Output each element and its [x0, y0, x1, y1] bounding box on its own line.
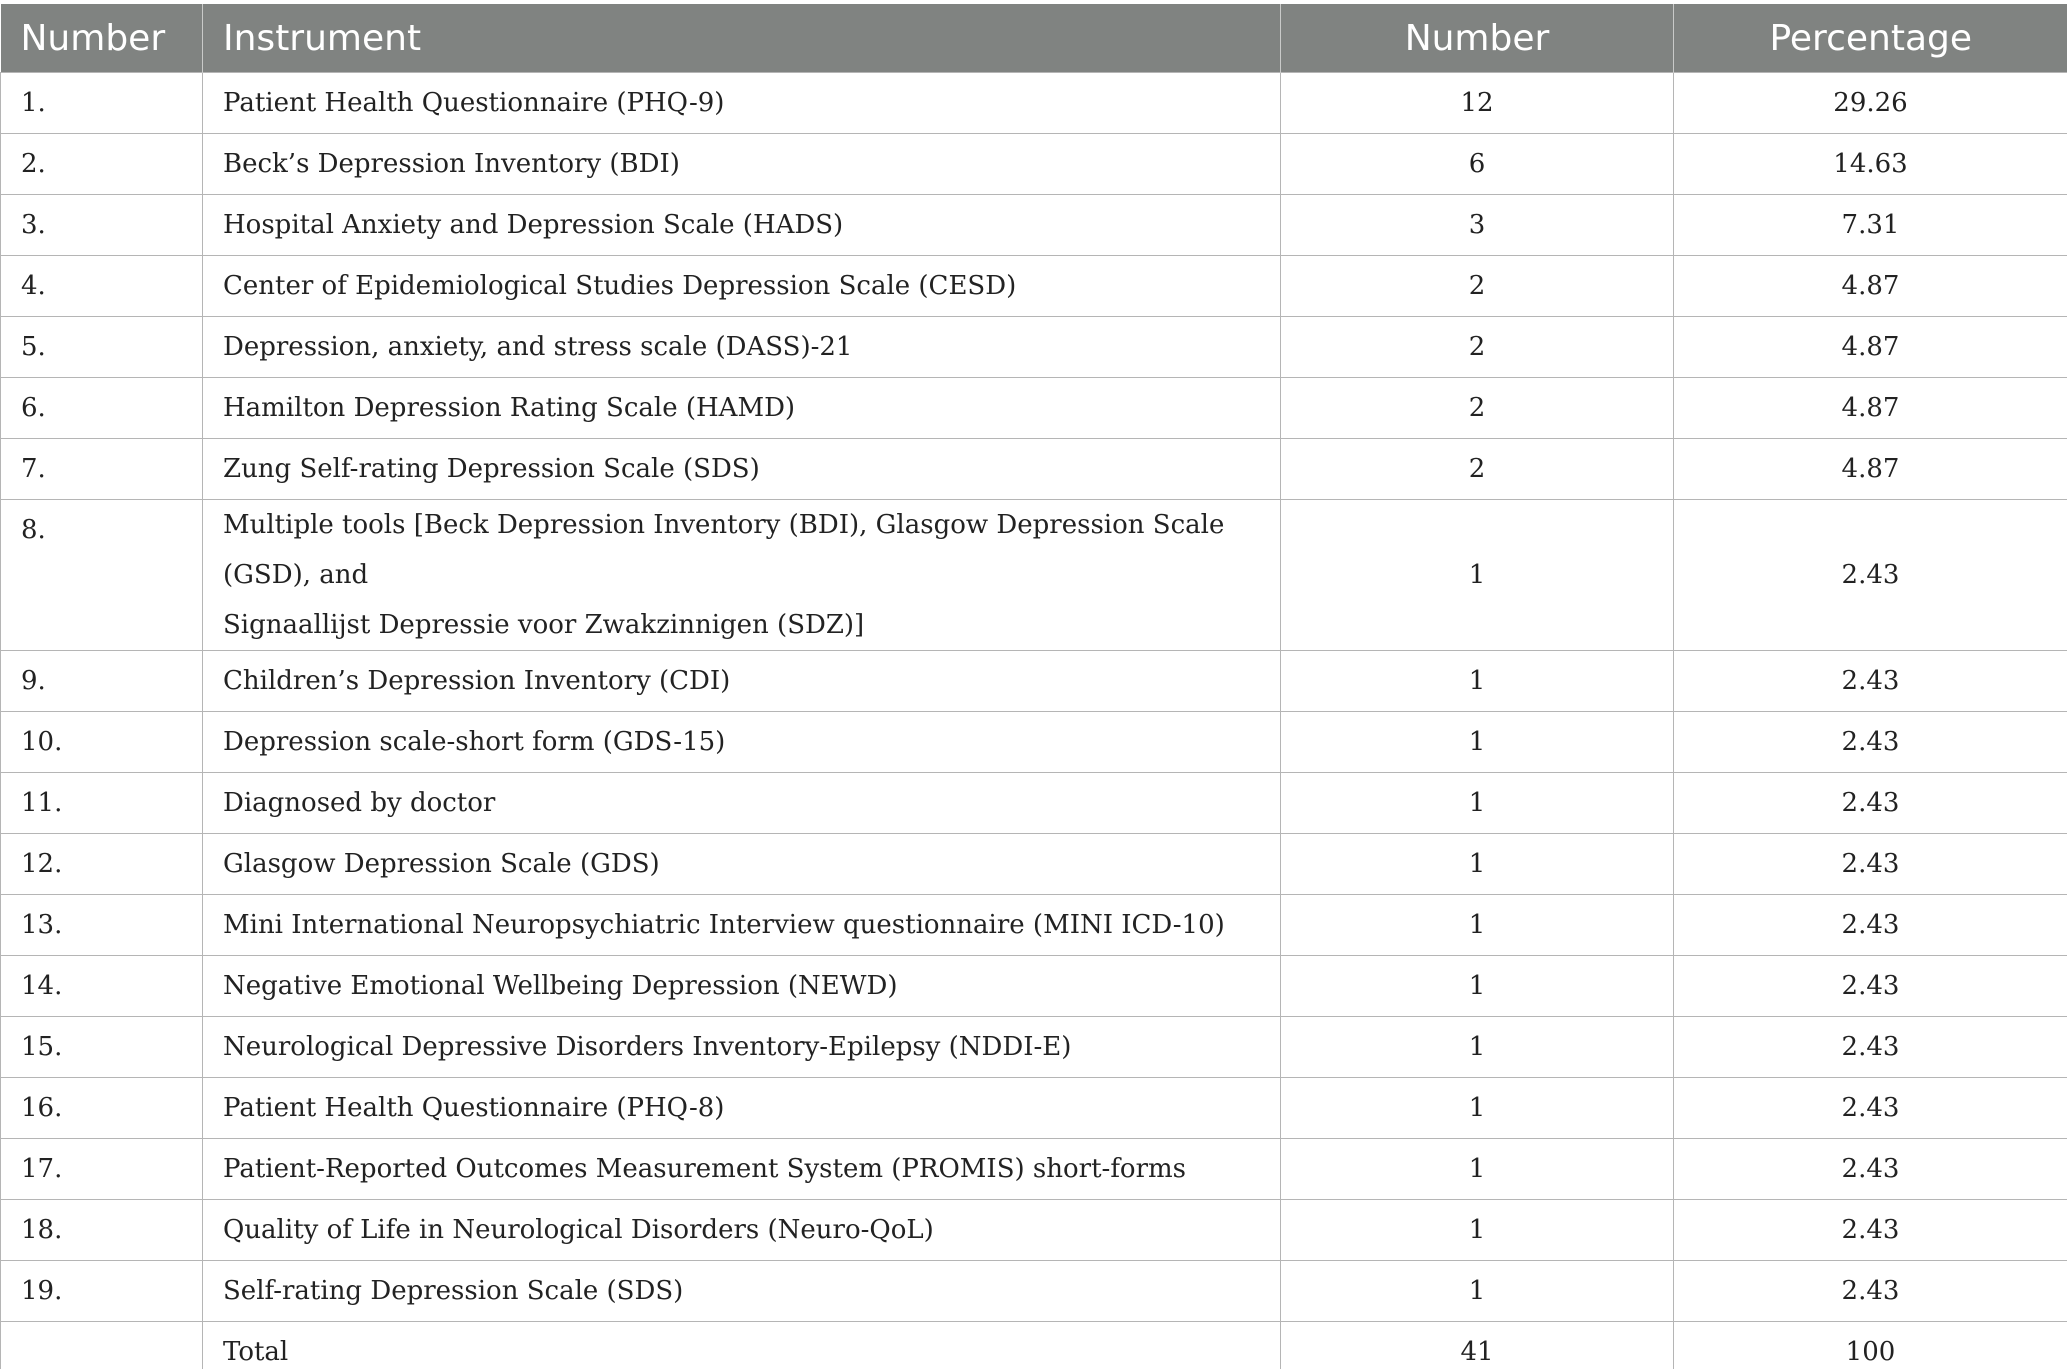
row-count: 2	[1281, 256, 1674, 317]
table-row	[1, 1017, 2067, 1078]
table-row	[1, 1139, 2067, 1200]
total-count: 41	[1281, 1322, 1674, 1369]
row-percentage: 14.63	[1674, 134, 2067, 195]
table-row	[1, 73, 2067, 134]
row-percentage: 4.87	[1674, 378, 2067, 439]
row-percentage: 2.43	[1674, 500, 2067, 651]
row-instrument: Zung Self-rating Depression Scale (SDS)	[203, 439, 1281, 500]
row-number: 11.	[1, 773, 203, 834]
row-number: 1.	[1, 73, 203, 134]
row-number: 7.	[1, 439, 203, 500]
table-row	[1, 1200, 2067, 1261]
row-percentage: 2.43	[1674, 956, 2067, 1017]
row-percentage: 4.87	[1674, 256, 2067, 317]
row-percentage: 2.43	[1674, 834, 2067, 895]
row-count: 1	[1281, 1200, 1674, 1261]
row-instrument: Hamilton Depression Rating Scale (HAMD)	[203, 378, 1281, 439]
header-percentage: Percentage	[1674, 4, 2067, 73]
row-count: 6	[1281, 134, 1674, 195]
table-row	[1, 712, 2067, 773]
row-count: 12	[1281, 73, 1674, 134]
header-number: Number	[1, 4, 203, 73]
row-count: 1	[1281, 1139, 1674, 1200]
table-body	[1, 73, 2067, 1369]
table-row	[1, 134, 2067, 195]
row-count: 2	[1281, 378, 1674, 439]
table-row	[1, 500, 2067, 651]
row-percentage: 4.87	[1674, 439, 2067, 500]
row-percentage: 7.31	[1674, 195, 2067, 256]
row-count: 2	[1281, 439, 1674, 500]
row-count: 1	[1281, 1261, 1674, 1322]
row-percentage: 2.43	[1674, 1078, 2067, 1139]
row-instrument: Hospital Anxiety and Depression Scale (HADS)	[203, 195, 1281, 256]
row-count: 1	[1281, 712, 1674, 773]
header-instrument: Instrument	[203, 4, 1281, 73]
row-instrument: Mini International Neuropsychiatric Interview questionnaire (MINI ICD-10)	[203, 895, 1281, 956]
row-instrument: Patient-Reported Outcomes Measurement System (PROMIS) short-forms	[203, 1139, 1281, 1200]
table-header	[1, 4, 2067, 73]
row-percentage: 2.43	[1674, 895, 2067, 956]
row-instrument: Beck’s Depression Inventory (BDI)	[203, 134, 1281, 195]
row-number: 14.	[1, 956, 203, 1017]
table-row	[1, 1078, 2067, 1139]
table-row	[1, 256, 2067, 317]
table-row	[1, 1261, 2067, 1322]
row-count: 1	[1281, 1078, 1674, 1139]
total-label: Total	[203, 1322, 1281, 1369]
row-instrument: Negative Emotional Wellbeing Depression (NEWD)	[203, 956, 1281, 1017]
row-percentage: 2.43	[1674, 773, 2067, 834]
instrument-table	[0, 4, 2067, 1369]
row-number: 4.	[1, 256, 203, 317]
row-number: 17.	[1, 1139, 203, 1200]
table-row	[1, 834, 2067, 895]
row-percentage: 2.43	[1674, 1017, 2067, 1078]
row-instrument	[203, 500, 1281, 651]
row-instrument: Glasgow Depression Scale (GDS)	[203, 834, 1281, 895]
row-number: 18.	[1, 1200, 203, 1261]
row-number: 2.	[1, 134, 203, 195]
row-number: 19.	[1, 1261, 203, 1322]
row-count: 3	[1281, 195, 1674, 256]
row-count: 1	[1281, 956, 1674, 1017]
row-instrument: Patient Health Questionnaire (PHQ-8)	[203, 1078, 1281, 1139]
row-percentage: 2.43	[1674, 1261, 2067, 1322]
row-instrument: Diagnosed by doctor	[203, 773, 1281, 834]
table-row	[1, 378, 2067, 439]
row-number: 12.	[1, 834, 203, 895]
row-number: 9.	[1, 651, 203, 712]
row-percentage: 29.26	[1674, 73, 2067, 134]
row-count: 1	[1281, 895, 1674, 956]
row-instrument: Children’s Depression Inventory (CDI)	[203, 651, 1281, 712]
row-count: 2	[1281, 317, 1674, 378]
total-percentage: 100	[1674, 1322, 2067, 1369]
table-row	[1, 439, 2067, 500]
row-count: 1	[1281, 1017, 1674, 1078]
row-number: 8.	[1, 500, 203, 651]
row-number: 15.	[1, 1017, 203, 1078]
row-number: 13.	[1, 895, 203, 956]
row-count: 1	[1281, 651, 1674, 712]
total-row	[1, 1322, 2067, 1369]
row-percentage: 2.43	[1674, 651, 2067, 712]
row-instrument: Self-rating Depression Scale (SDS)	[203, 1261, 1281, 1322]
row-number: 16.	[1, 1078, 203, 1139]
table-row	[1, 956, 2067, 1017]
header-count: Number	[1281, 4, 1674, 73]
table-row	[1, 651, 2067, 712]
row-instrument-line: Multiple tools [Beck Depression Inventory (BDI), Glasgow Depression Scale (GSD), and	[223, 510, 1225, 590]
table-row	[1, 895, 2067, 956]
header-row	[1, 4, 2067, 73]
row-percentage: 2.43	[1674, 712, 2067, 773]
row-count: 1	[1281, 500, 1674, 651]
row-number: 5.	[1, 317, 203, 378]
table-row	[1, 773, 2067, 834]
row-instrument: Depression scale-short form (GDS-15)	[203, 712, 1281, 773]
row-number: 10.	[1, 712, 203, 773]
row-instrument: Patient Health Questionnaire (PHQ-9)	[203, 73, 1281, 134]
row-percentage: 4.87	[1674, 317, 2067, 378]
table-row	[1, 195, 2067, 256]
row-number: 6.	[1, 378, 203, 439]
total-number	[1, 1322, 203, 1369]
row-percentage: 2.43	[1674, 1139, 2067, 1200]
row-instrument: Quality of Life in Neurological Disorders (Neuro-QoL)	[203, 1200, 1281, 1261]
table-row	[1, 317, 2067, 378]
row-number: 3.	[1, 195, 203, 256]
row-count: 1	[1281, 773, 1674, 834]
row-instrument-line: Signaallijst Depressie voor Zwakzinnigen (SDZ)]	[223, 610, 865, 640]
row-count: 1	[1281, 834, 1674, 895]
row-instrument: Center of Epidemiological Studies Depression Scale (CESD)	[203, 256, 1281, 317]
row-instrument: Depression, anxiety, and stress scale (DASS)-21	[203, 317, 1281, 378]
row-instrument: Neurological Depressive Disorders Inventory-Epilepsy (NDDI-E)	[203, 1017, 1281, 1078]
row-percentage: 2.43	[1674, 1200, 2067, 1261]
